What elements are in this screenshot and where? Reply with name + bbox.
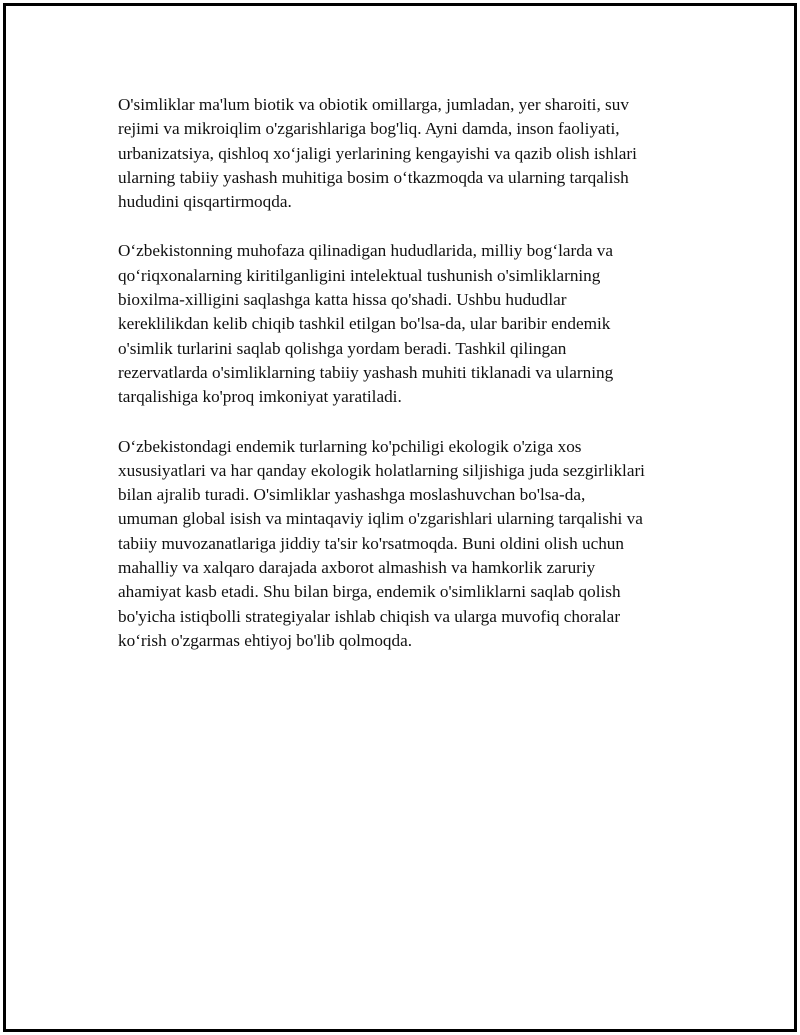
text-line: tabiiy muvozanatlariga jiddiy ta'sir ko'rsatmoqda. Buni oldini olish uchun: [118, 533, 624, 553]
text-line: rejimi va mikroiqlim o'zgarishlariga bog'liq. Ayni damda, inson faoliyati,: [118, 119, 620, 139]
paragraph-1: [118, 93, 698, 214]
text-line: tarqalishiga ko'proq imkoniyat yaratiladi.: [118, 387, 402, 407]
text-line: kereklilikdan kelib chiqib tashkil etilgan bo'lsa-da, ular baribir endemik: [118, 314, 611, 334]
text-line: umuman global isish va mintaqaviy iqlim o'zgarishlari ularning tarqalishi va: [118, 509, 643, 529]
document-body: [118, 93, 698, 678]
text-line: bilan ajralib turadi. O'simliklar yashashga moslashuvchan bo'lsa-da,: [118, 485, 586, 505]
text-line: o'simlik turlarini saqlab qolishga yordam beradi. Tashkil qilingan: [118, 338, 567, 358]
text-line: mahalliy va xalqaro darajada axborot almashish va hamkorlik zaruriy: [118, 558, 596, 578]
text-line: bioxilma-xilligini saqlashga katta hissa qo'shadi. Ushbu hududlar: [118, 290, 567, 310]
text-line: ahamiyat kasb etadi. Shu bilan birga, endemik o'simliklarni saqlab qolish: [118, 582, 621, 602]
text-line: ularning tabiiy yashash muhitiga bosim o‘tkazmoqda va ularning tarqalish: [118, 167, 629, 187]
text-line: O‘zbekistondagi endemik turlarning ko'pchiligi ekologik o'ziga xos: [118, 436, 582, 456]
text-line: qo‘riqxonalarning kiritilganligini intelektual tushunish o'simliklarning: [118, 265, 601, 285]
text-line: O‘zbekistonning muhofaza qilinadigan hududlarida, milliy bog‘larda va: [118, 241, 613, 261]
paragraph-3: [118, 435, 698, 654]
text-line: rezervatlarda o'simliklarning tabiiy yashash muhiti tiklanadi va ularning: [118, 362, 614, 382]
text-line: urbanizatsiya, qishloq xo‘jaligi yerlarining kengayishi va qazib olish ishlari: [118, 143, 637, 163]
text-line: bo'yicha istiqbolli strategiyalar ishlab chiqish va ularga muvofiq choralar: [118, 606, 621, 626]
text-line: hududini qisqartirmoqda.: [118, 192, 292, 212]
text-line: O'simliklar ma'lum biotik va obiotik omillarga, jumladan, yer sharoiti, suv: [118, 95, 629, 114]
paragraph-2: [118, 239, 698, 409]
text-line: xususiyatlari va har qanday ekologik holatlarning siljishiga juda sezgirliklari: [118, 460, 645, 480]
text-line: ko‘rish o'zgarmas ehtiyoj bo'lib qolmoqda.: [118, 630, 413, 650]
